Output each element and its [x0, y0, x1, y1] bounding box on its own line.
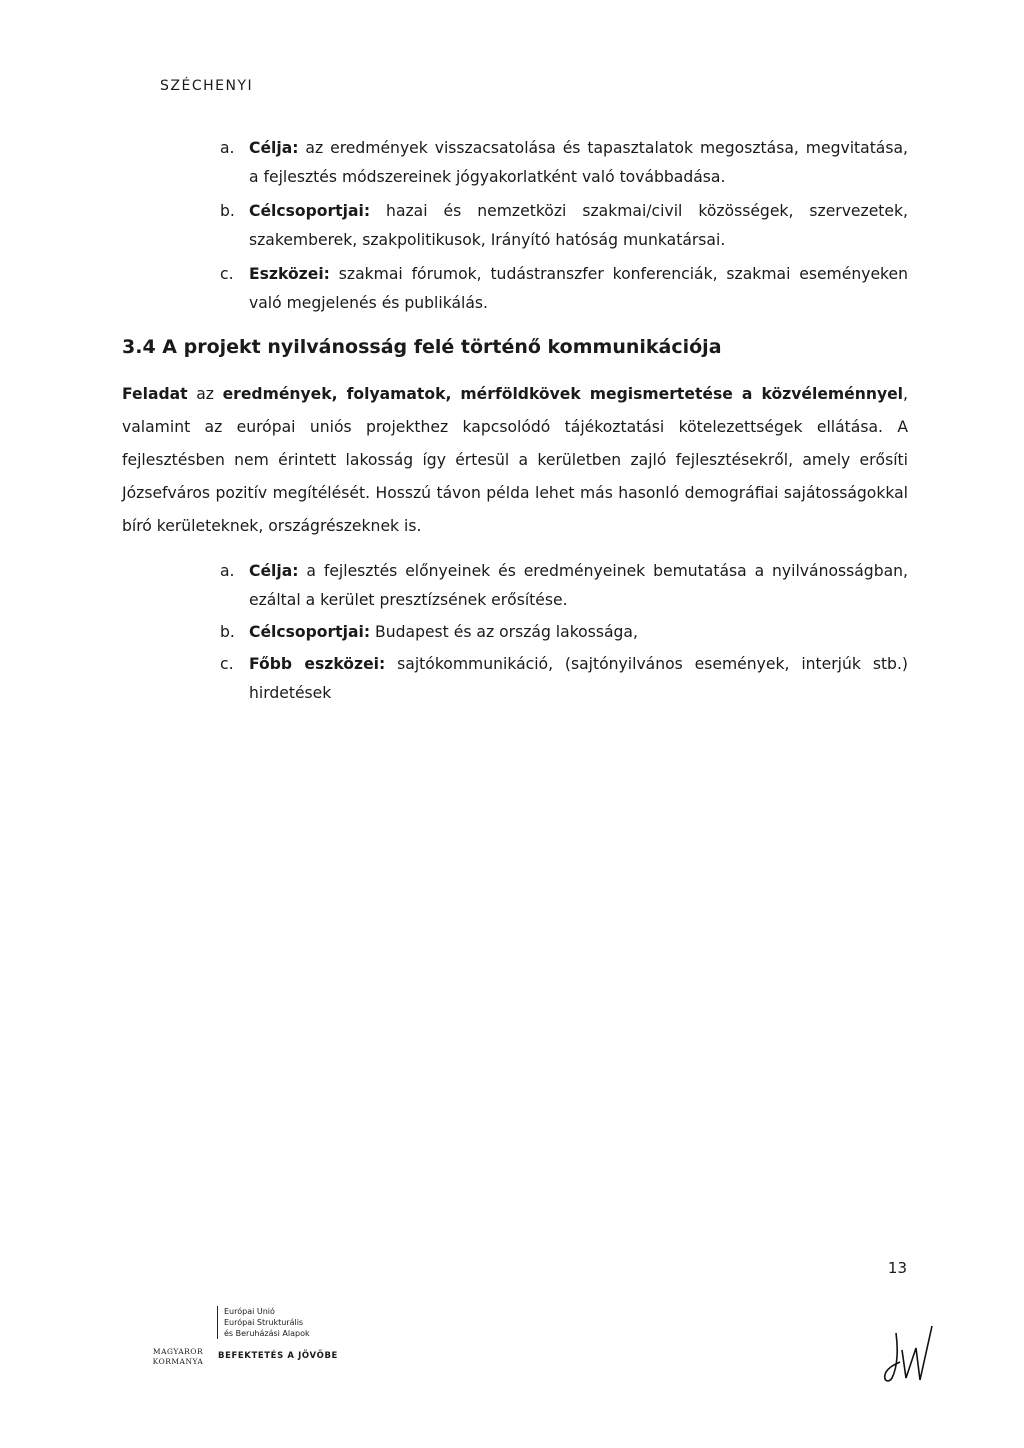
list-marker: c.: [220, 265, 234, 283]
investment-slogan: BEFEKTETÉS A JÖVŐBE: [218, 1351, 338, 1361]
eu-line: Európai Unió: [224, 1307, 275, 1316]
list-item: [220, 260, 908, 318]
footer: [0, 1300, 1024, 1448]
header-title: SZÉCHENYI: [160, 78, 254, 94]
para-bold-eredmenyek: eredmények, folyamatok, mérföldkövek megismertetése a közvéleménnyel: [222, 385, 904, 403]
para-text: az: [187, 385, 223, 403]
goals-list-2: [220, 557, 908, 711]
para-text: , valamint az európai uniós projekthez kapcsolódó tájékoztatási kötelezettségek ellátása. A fejlesztésben nem érintett lakosság így értesül a kerületben zajló fejlesztésekről, amely erősíti Józsefváros pozitív megítélését. Hosszú távon példa lehet más hasonló demográfiai sajátosságokkal bíró kerületeknek, országrészeknek is.: [122, 385, 908, 535]
list-label: Eszközei:: [249, 265, 330, 283]
eu-line: Európai Strukturális: [224, 1318, 304, 1327]
eu-funds-block: [217, 1306, 310, 1339]
goals-list-1: [220, 134, 908, 323]
list-marker: c.: [220, 655, 234, 673]
list-label: Célja:: [249, 562, 299, 580]
list-label: Célcsoportjai:: [249, 623, 371, 641]
list-text: hazai és nemzetközi szakmai/civil közösségek, szervezetek, szakemberek, szakpolitikusok, Irányító hatóság munkatársai.: [249, 202, 908, 249]
list-label: Főbb eszközei:: [249, 655, 386, 673]
list-text: a fejlesztés előnyeinek és eredményeinek bemutatása a nyilvánosságban, ezáltal a kerület presztízsének erősítése.: [249, 562, 908, 609]
list-item: [220, 650, 908, 708]
list-item: [220, 197, 908, 255]
gov-logo-line: KORMANYA: [152, 1357, 204, 1366]
signature-icon: [876, 1318, 936, 1388]
list-marker: a.: [220, 562, 235, 580]
list-marker: a.: [220, 139, 235, 157]
gov-logo-line: MAGYAROR: [152, 1347, 204, 1356]
section-heading: 3.4 A projekt nyilvánosság felé történő kommunikációja: [122, 336, 722, 358]
list-item: [220, 618, 908, 647]
list-marker: b.: [220, 202, 235, 220]
list-label: Célcsoportjai:: [249, 202, 371, 220]
list-text: szakmai fórumok, tudástranszfer konferenciák, szakmai eseményeken való megjelenés és publikálás.: [249, 265, 908, 312]
list-text: Budapest és az ország lakossága,: [370, 623, 638, 641]
list-text: az eredmények visszacsatolása és tapasztalatok megosztása, megvitatása, a fejlesztés módszereinek jógyakorlatként való továbbadása.: [249, 139, 908, 186]
page-number: 13: [887, 1259, 907, 1277]
list-marker: b.: [220, 623, 235, 641]
para-bold-feladat: Feladat: [122, 385, 188, 403]
list-label: Célja:: [249, 139, 299, 157]
list-item: [220, 557, 908, 615]
list-item: [220, 134, 908, 192]
list-text: sajtókommunikáció, (sajtónyilvános események, interjúk stb.) hirdetések: [249, 655, 908, 702]
government-logo: [148, 1347, 208, 1367]
eu-line: és Beruházási Alapok: [224, 1329, 310, 1338]
section-paragraph: [122, 378, 908, 543]
